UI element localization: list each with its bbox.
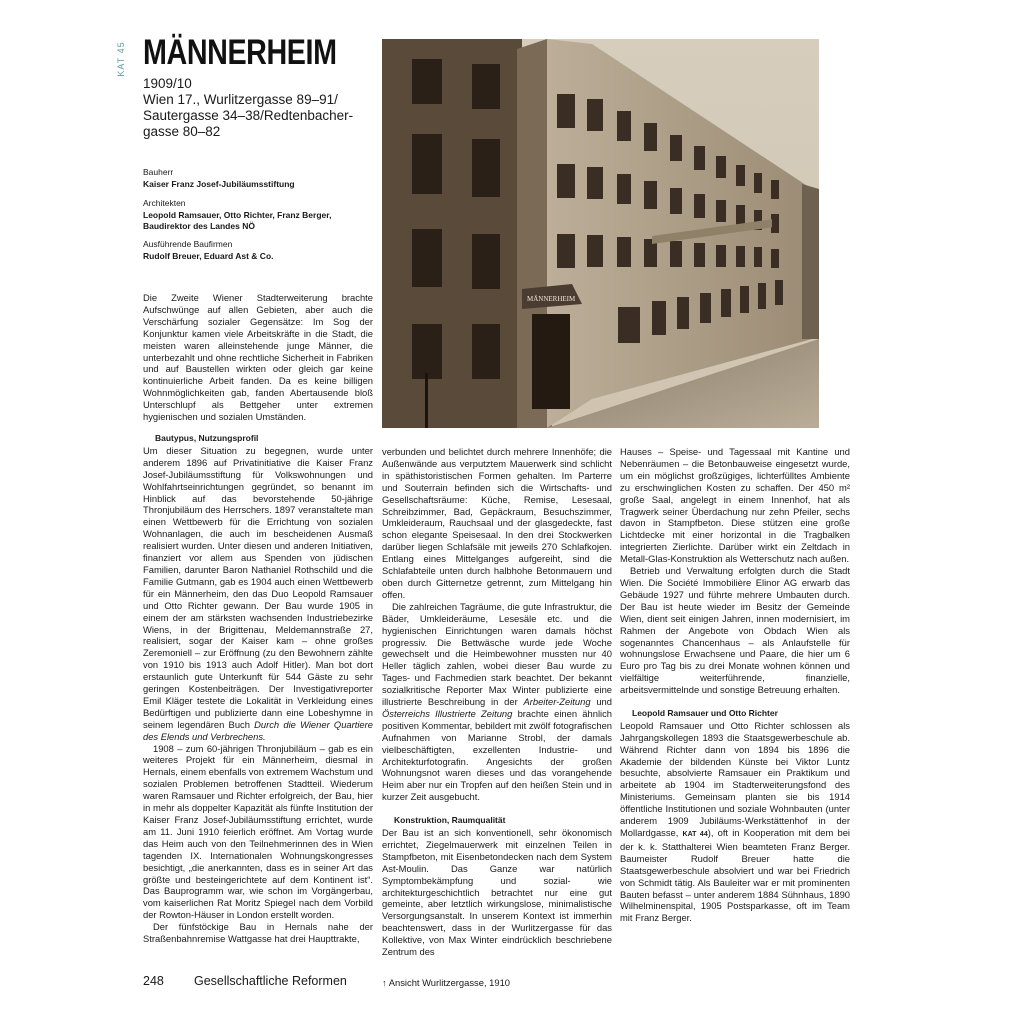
building-photo-drawing bbox=[382, 39, 819, 428]
page-title: MÄNNERHEIM bbox=[143, 33, 337, 72]
section-heading: Bautypus, Nutzungsprofil bbox=[155, 433, 259, 443]
photo-sign: MÄNNERHEIM bbox=[527, 295, 576, 303]
catalog-number: KAT 45 bbox=[116, 41, 126, 77]
paragraph: Der Bau ist an sich konventionell, sehr ökonomisch errichtet, Ziegelmauerwerk mit einzelnen Teilen in Stampfbeton, mit Eisenbetondecken nach dem System Ast-Moulin. Das Ganze war natürlich Symptombekämpfung und sozial- wie architekturgeschichtlich betrachtet nur eine gut gemeinte, aber letztlich wirkungslose, minimalistische Versorgungsanstalt. In unserem Kontext ist immerhin beachtenswert, dass in der Wurlitzergasse für das Kollektive, von Max Winter eindrücklich beschriebene Zentrum des bbox=[382, 826, 612, 958]
meta-architekten: Architekten Leopold Ramsauer, Otto Richter, Franz Berger, Baudirektor des Landes NÖ bbox=[143, 198, 332, 231]
section-heading: Konstruktion, Raumqualität bbox=[394, 815, 506, 826]
date-address bbox=[143, 76, 373, 140]
paragraph: 1908 – zum 60-jährigen Thronjubiläum – gab es ein weiteres Projekt für ein Männerheim, diesmal in Hernals, einem ebenfalls von extremem Wachstum und sozialen Problemen betroffenen Stadtteil. Wiederum waren Ramsauer und Richter erfolgreich, der Bau, hier in mehr als doppelter Kapazität als fünfte Institution der Kaiser Franz Josef-Jubiläumsstiftung errichtet, wurde am 11. Juni 1910 feierlich eröffnet. Am Vortag wurde das Heim auch von den Teilnehmerinnen des in Wien tagenden IX. Internationalen Wohnungskongresses besichtigt, „die anerkannten, dass es in seiner Art das größte und besteingerichtete auf dem Kontinent ist“. Das Bauprogramm war, wie schon im Vorgängerbau, vom kaiserlichen Rat Moritz Spiegel nach dem Vorbild der Rowton-Häuser in London erstellt worden. bbox=[143, 742, 373, 921]
page-number: 248 bbox=[143, 974, 164, 988]
address-line: Sautergasse 34–38/Redtenbacher- bbox=[143, 108, 354, 123]
column-3 bbox=[620, 446, 850, 924]
paragraph: Leopold Ramsauer und Otto Richter schlossen als Jahrgangskollegen 1893 die Staatsgewerbeschule ab. Während Richter dann von 1894 bis 1896 die Akademie der bildenden Künste bei Viktor Luntz besuchte, absolvierte Ramsauer ein Praktikum und arbeitete ab 1904 im Stadterweiterungsfond des Ministeriums. Gemeinsam planten sie bis 1914 öffentliche Institutionen und soziale Wohnbauten (unter anderem 1909 Jubiläums-Werkstättenhof in der Mollardgasse, KAT 44), oft in Kooperation mit dem bei der k. k. Statthalterei Wien beamteten Franz Berger. Baumeister Rudolf Breuer hatte die Staatsgewerbeschule absolviert und war bei Friedrich von Schmidt tätig. Als Bauleiter war er mit prominenten Bauten befasst – unter anderem 1884 Sühnhaus, 1890 Wilhelminenspital, 1905 Postsparkasse, oft im Team mit Franz Berger. bbox=[620, 719, 850, 924]
photo-caption: ↑ Ansicht Wurlitzergasse, 1910 bbox=[382, 977, 511, 988]
paragraph: verbunden und belichtet durch mehrere Innenhöfe; die Außenwände aus verputztem Mauerwerk sind schlicht in späthistoristischen Formen gehalten. Im Parterre und Souterrain befinden sich die Wirtschafts- und Gesellschaftsräume: Küche, Remise, Lesesaal, Schreibzimmer, Bad, Gepäckraum, Besuchszimmer, Umkleideraum, Rauchsaal und der glasgedeckte, fast schon elegante Speisesaal. In den drei Stockwerken darüber liegen Schlafsäle mit jeweils 270 Schlafkojen. Entlang eines Mittelganges aufgereiht, sind die Schlafabteile unten durch halbhohe Betonmauern und oben durch Gitternetze getrennt, zum Mittelgang hin offen. bbox=[382, 446, 612, 600]
section-name: Gesellschaftliche Reformen bbox=[194, 974, 347, 988]
paragraph: Hauses – Speise- und Tagessaal mit Kantine und Nebenräumen – die Betonbauweise eingesetzt wurde, um ein möglichst großzügiges, lichterfülltes Ambiente zu erschwinglichen Kosten zu schaffen. Der 450 m² große Saal, angelegt in einem Innenhof, hat als Tragwerk seiner Überdachung nur zehn Pfeiler, sechs davon in Stampfbeton. Diese stützen eine große Lichtdecke mit einer horizontal in die Tragbalken integrierten Zierlichte. Darüber wirkt ein Zeltdach in Metall-Glas-Konstruktion als Wetterschutz nach außen. bbox=[620, 446, 850, 565]
address-line: Wien 17., Wurlitzergasse 89–91/ bbox=[143, 92, 338, 107]
meta-baufirmen: Ausführende Baufirmen Rudolf Breuer, Eduard Ast & Co. bbox=[143, 239, 274, 261]
paragraph: Die zahlreichen Tagräume, die gute Infrastruktur, die Bäder, Umkleideräume, Lesesäle etc. und die hygienischen Einrichtungen waren damals höchst progressiv. Die Bettwäsche wurde jede Woche gewechselt und die Heimbewohner mussten nur 40 Heller täglich zahlen, wobei dieser Bau wurde zu Tages- und Fachmedien stark beachtet. Der bekannt sozialkritische Reporter Max Winter publizierte eine illustrierte Beschreibung in der Arbeiter-Zeitung und Österreichs Illustrierte Zeitung brachte einen ähnlich positiven Kommentar, bebildert mit zwölf fotografischen Aufnahmen von Marianne Strobl, der damals vielbeschäftigten, exzellenten Industrie- und Architekturfotografin. Angesichts der großen Wohnungsnot waren dieses und das vorangehende Heim aber nur ein Tropfen auf den heißen Stein und in kurzer Zeit ausgebucht. bbox=[382, 600, 613, 803]
column-1: Bautypus, Nutzungsprofil Um dieser Situation zu begegnen, wurde unter anderem 1896 auf Privatinitiative die Kaiser Franz Josef-Jubiläumsstiftung für Volkswohnungen und Wohlfahrtseinrichtungen gegründet, so benannt im Hinblick auf das bevorstehende 50-jährige Thronjubiläum des Herrschers. 1897 veranstaltete man einen Wettbewerb für die Errichtung von sozialen Wohnanlagen, die auch im bescheidenen Ausmaß realisiert wurden. Unter diesen und anderen Initiativen, finanziert vor allem aus Spenden von jüdischen Familien, darunter Baron Nathaniel Rothschild und die Familie Gutmann, gab es 1904 auch einen Wettbewerb für ein Männerheim, den das Duo Leopold Ramsauer und Otto Richter gewann. Der Bau wurde 1905 in einem der am stärksten wachsenden Industriebezirke Wiens, in der Brigittenau, Meldemannstraße 27, realisiert, sogar der Kaiser kam – ohne großes Zeremoniell – zur Eröffnung (zu den Bewohnern zählte von 1910 bis 1913 auch Adolf Hitler). Man bot dort erstaunlich gute Unterkunft für 544 Gäste zu sehr geringen Kostenbeiträgen. Der Investigativreporter Emil Kläger testete die Lokalität in Verkleidung eines Bedürftigen und publizierte dann eine Lobeshymne in seinem legendären Buch Durch die Wiener Quartiere des Elends und Verbrechens. 1908 – zum 60-jährigen Thronjubiläum – gab es ein weiteres Projekt für ein Männerheim, diesmal in Hernals, einem ebenfalls von extremem Wachstum und sozialen Problemen betroffenen Stadtteil. Wiederum waren Ramsauer und Richter erfolgreich, der Bau, hier in mehr als doppelter Kapazität als fünfte Institution der Kaiser Franz Josef-Jubiläumsstiftung errichtet, wurde am 11. Juni 1910 feierlich eröffnet. Am Vortag wurde das Heim auch von den Teilnehmerinnen des in Wien tagenden IX. Internationalen Wohnungskongresses besichtigt, „die anerkannten, dass es in seiner Art das größte und besteingerichtete auf dem Kontinent ist“. Das Bauprogramm war, wie schon im Vorgängerbau, vom kaiserlichen Rat Moritz Spiegel nach dem Vorbild der Rowton-Häuser in London erstellt worden. Der fünfstöckige Bau in Hernals nahe der Straßenbahnremise Wattgasse hat drei Haupttrakte, bbox=[143, 433, 373, 945]
catalog-reference[interactable]: KAT 44 bbox=[682, 830, 708, 838]
building-photo bbox=[382, 39, 819, 428]
column-2 bbox=[382, 446, 612, 958]
meta-bauherr: Bauherr Kaiser Franz Josef-Jubiläumsstiftung bbox=[143, 167, 295, 189]
paragraph: Betrieb und Verwaltung erfolgten durch die Stadt Wien. Die Société Immobilière Elinor AG erwarb das Gebäude 1927 und führte mehrere Umbauten durch. Der Bau ist heute wieder im Besitz der Gemeinde Wien, dient seit einigen Jahren, innen modernisiert, im Rahmen der Angebote von Obdach Wien als sogenanntes Chancenhaus – als Anlaufstelle für wohnungslose Erwachsene und Paare, die hier um 6 Euro pro Tag bis zu drei Monate wohnen können und vielfältige weiterführende, finanzielle, arbeitsvermittelnde und sonstige Betreuung erhalten. bbox=[620, 565, 850, 696]
paragraph: Der fünfstöckige Bau in Hernals nahe der Straßenbahnremise Wattgasse hat drei Haupttrakte, bbox=[143, 921, 373, 945]
address-line: gasse 80–82 bbox=[143, 124, 221, 139]
section-heading: Leopold Ramsauer und Otto Richter bbox=[632, 707, 778, 718]
intro-paragraph: Die Zweite Wiener Stadterweiterung brachte Aufschwünge auf allen Gebieten, aber auch die Verschärfung sozialer Gegensätze: Im Sog der Konjunktur kamen viele Arbeitskräfte in die Stadt, die meisten waren alleinstehende junge Männer, die unterbezahlt und ohne rechtliche Sicherheit in Fabriken und auf Baustellen wirkten oder gleich gar keine kontinuierliche Arbeit fanden. Da es keine billigen Wohnmöglichkeiten gab, fanden Abertausende bloß Unterschlupf als Bettgeher unter extremen hygienischen und sozialen Umständen. bbox=[143, 292, 373, 423]
date: 1909/10 bbox=[143, 76, 192, 91]
